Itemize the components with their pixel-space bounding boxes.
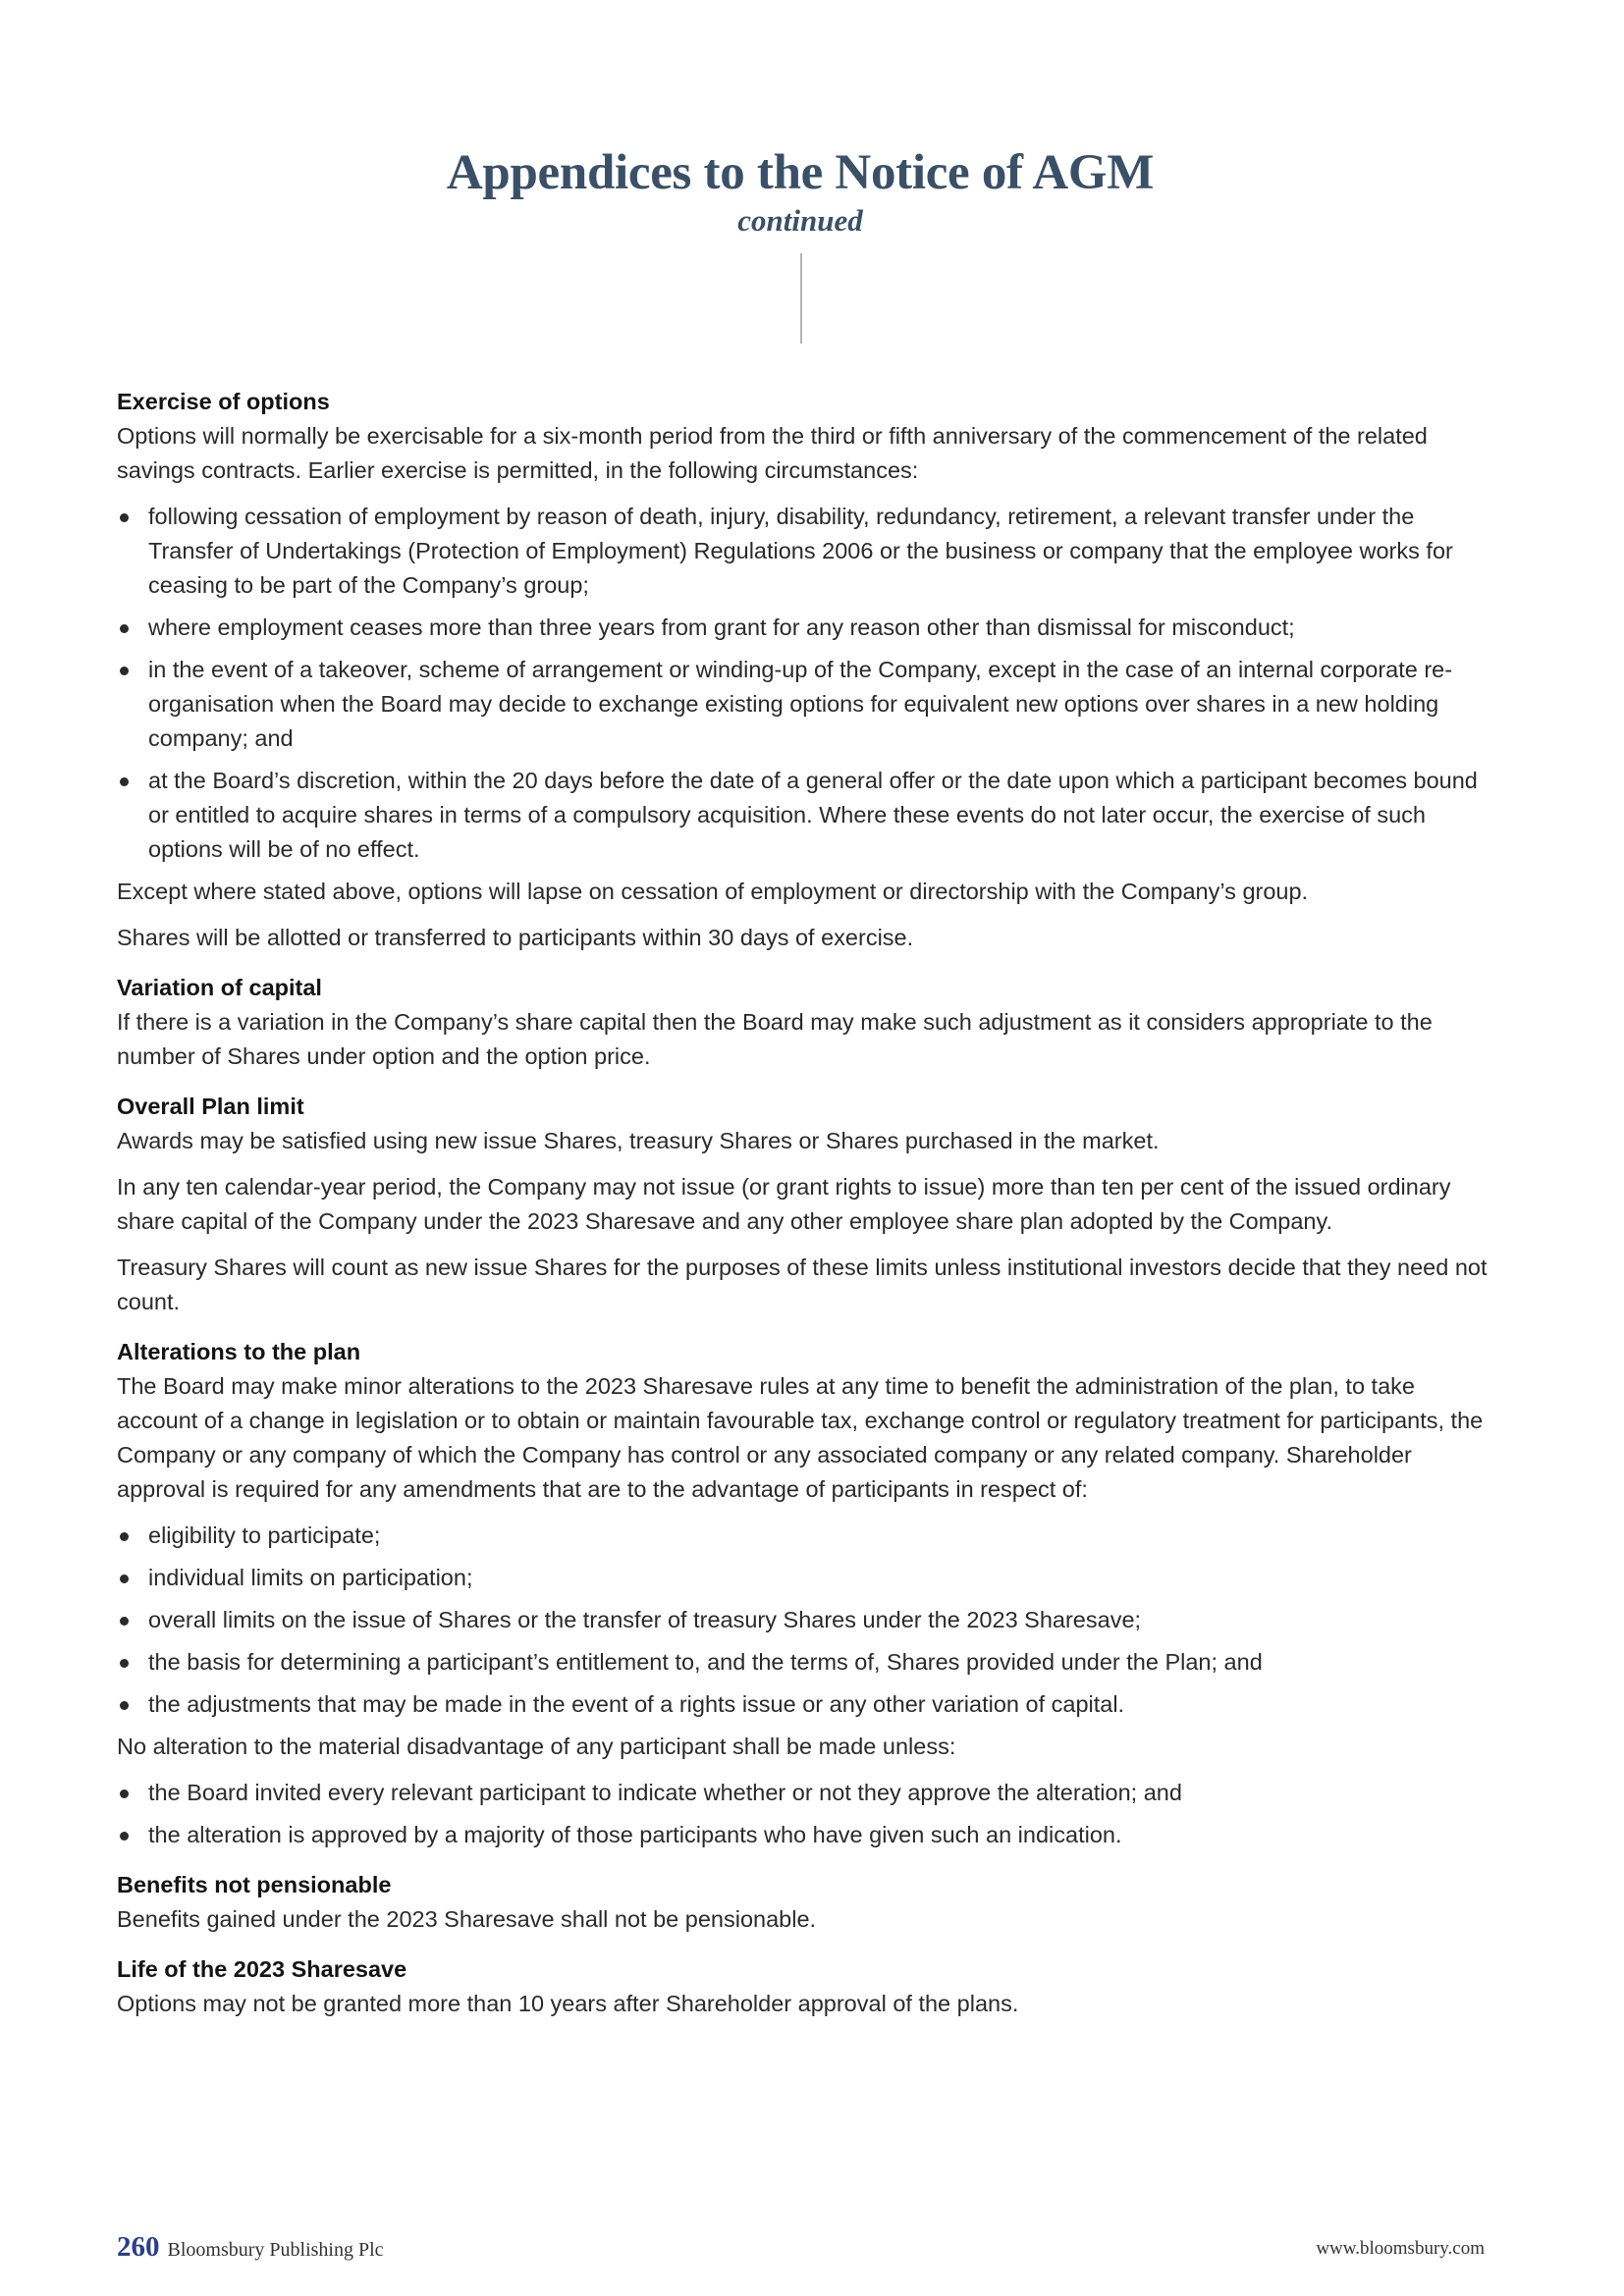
list-item: following cessation of employment by reason of death, injury, disability, redundancy, retirement, a relevant transfer under the Transfer of Undertakings (Protection of Employment) Regulations 2006 or the business or company that the employee works for ceasing to be part of the Company’s group; [117, 500, 1491, 603]
section-heading: Benefits not pensionable [117, 1872, 392, 1897]
section-heading: Life of the 2023 Sharesave [117, 1956, 407, 1982]
paragraph: Options will normally be exercisable for a six-month period from the third or fifth anniversary of the commencement of the related savings contracts. Earlier exercise is permitted, in the following circumstances: [117, 423, 1428, 483]
section-exercise-of-options [117, 385, 1491, 955]
paragraph: The Board may make minor alterations to the 2023 Sharesave rules at any time to benefit the administration of the plan, to take account of a change in legislation or to obtain or maintain favourable tax, exchange control or regulatory treatment for participants, the Company or any company of which the Company has control or any associated company or any related company. Shareholder approval is required for any amendments that are to the advantage of participants in respect of: [117, 1373, 1484, 1502]
section-variation-of-capital [117, 971, 1491, 1074]
page-number: 260 [117, 2231, 160, 2263]
list-item: where employment ceases more than three years from grant for any reason other than dismissal for misconduct; [117, 611, 1491, 645]
list-item: at the Board’s discretion, within the 20 days before the date of a general offer or the date upon which a participant becomes bound or entitled to acquire shares in terms of a compulsory acquisition. Where these events do not later occur, the exercise of such options will be of no effect. [117, 764, 1491, 867]
paragraph: No alteration to the material disadvantage of any participant shall be made unless: [117, 1734, 956, 1759]
header-divider-line [800, 253, 802, 344]
paragraph: Shares will be allotted or transferred to participants within 30 days of exercise. [117, 925, 914, 950]
section-benefits-not-pensionable [117, 1868, 1491, 1937]
section-life-of-sharesave [117, 1952, 1491, 2021]
section-alterations-to-the-plan [117, 1335, 1491, 1852]
section-heading: Alterations to the plan [117, 1339, 361, 1364]
bullet-list [117, 500, 1491, 867]
footer-website-link[interactable]: www.bloomsbury.com [1316, 2238, 1485, 2259]
footer-company-name: Bloomsbury Publishing Plc [167, 2239, 384, 2261]
list-item: in the event of a takeover, scheme of arrangement or winding-up of the Company, except in the case of an internal corporate re-organisation when the Board may decide to exchange existing options for equivalent new options over shares in a new holding company; and [117, 653, 1491, 756]
page-title: Appendices to the Notice of AGM [446, 145, 1155, 200]
paragraph: Awards may be satisfied using new issue Shares, treasury Shares or Shares purchased in the market. [117, 1128, 1160, 1153]
section-heading: Exercise of options [117, 389, 330, 414]
list-item: the basis for determining a participant’s entitlement to, and the terms of, Shares provided under the Plan; and [117, 1645, 1491, 1680]
section-heading: Variation of capital [117, 975, 322, 1000]
paragraph: Options may not be granted more than 10 years after Shareholder approval of the plans. [117, 1991, 1019, 2016]
paragraph: In any ten calendar-year period, the Company may not issue (or grant rights to issue) more than ten per cent of the issued ordinary share capital of the Company under the 2023 Sharesave and any other employee share plan adopted by the Company. [117, 1174, 1451, 1234]
paragraph: If there is a variation in the Company’s share capital then the Board may make such adjustment as it considers appropriate to the number of Shares under option and the option price. [117, 1009, 1433, 1069]
section-heading: Overall Plan limit [117, 1094, 304, 1119]
list-item: the adjustments that may be made in the event of a rights issue or any other variation of capital. [117, 1687, 1491, 1722]
paragraph: Benefits gained under the 2023 Sharesave shall not be pensionable. [117, 1906, 817, 1932]
paragraph: Except where stated above, options will lapse on cessation of employment or directorship with the Company’s group. [117, 879, 1309, 904]
page-subtitle: continued [737, 203, 863, 238]
list-item: the alteration is approved by a majority of those participants who have given such an indication. [117, 1818, 1491, 1852]
list-item: individual limits on participation; [117, 1561, 1491, 1595]
bullet-list [117, 1776, 1491, 1852]
list-item: the Board invited every relevant participant to indicate whether or not they approve the alteration; and [117, 1776, 1491, 1810]
list-item: overall limits on the issue of Shares or the transfer of treasury Shares under the 2023 Sharesave; [117, 1603, 1491, 1637]
page-header [0, 143, 1600, 240]
footer-left [117, 2230, 384, 2267]
document-body [117, 385, 1491, 2037]
paragraph: Treasury Shares will count as new issue Shares for the purposes of these limits unless institutional investors decide that they need not count. [117, 1255, 1488, 1314]
list-item: eligibility to participate; [117, 1519, 1491, 1553]
section-overall-plan-limit [117, 1090, 1491, 1319]
bullet-list [117, 1519, 1491, 1722]
